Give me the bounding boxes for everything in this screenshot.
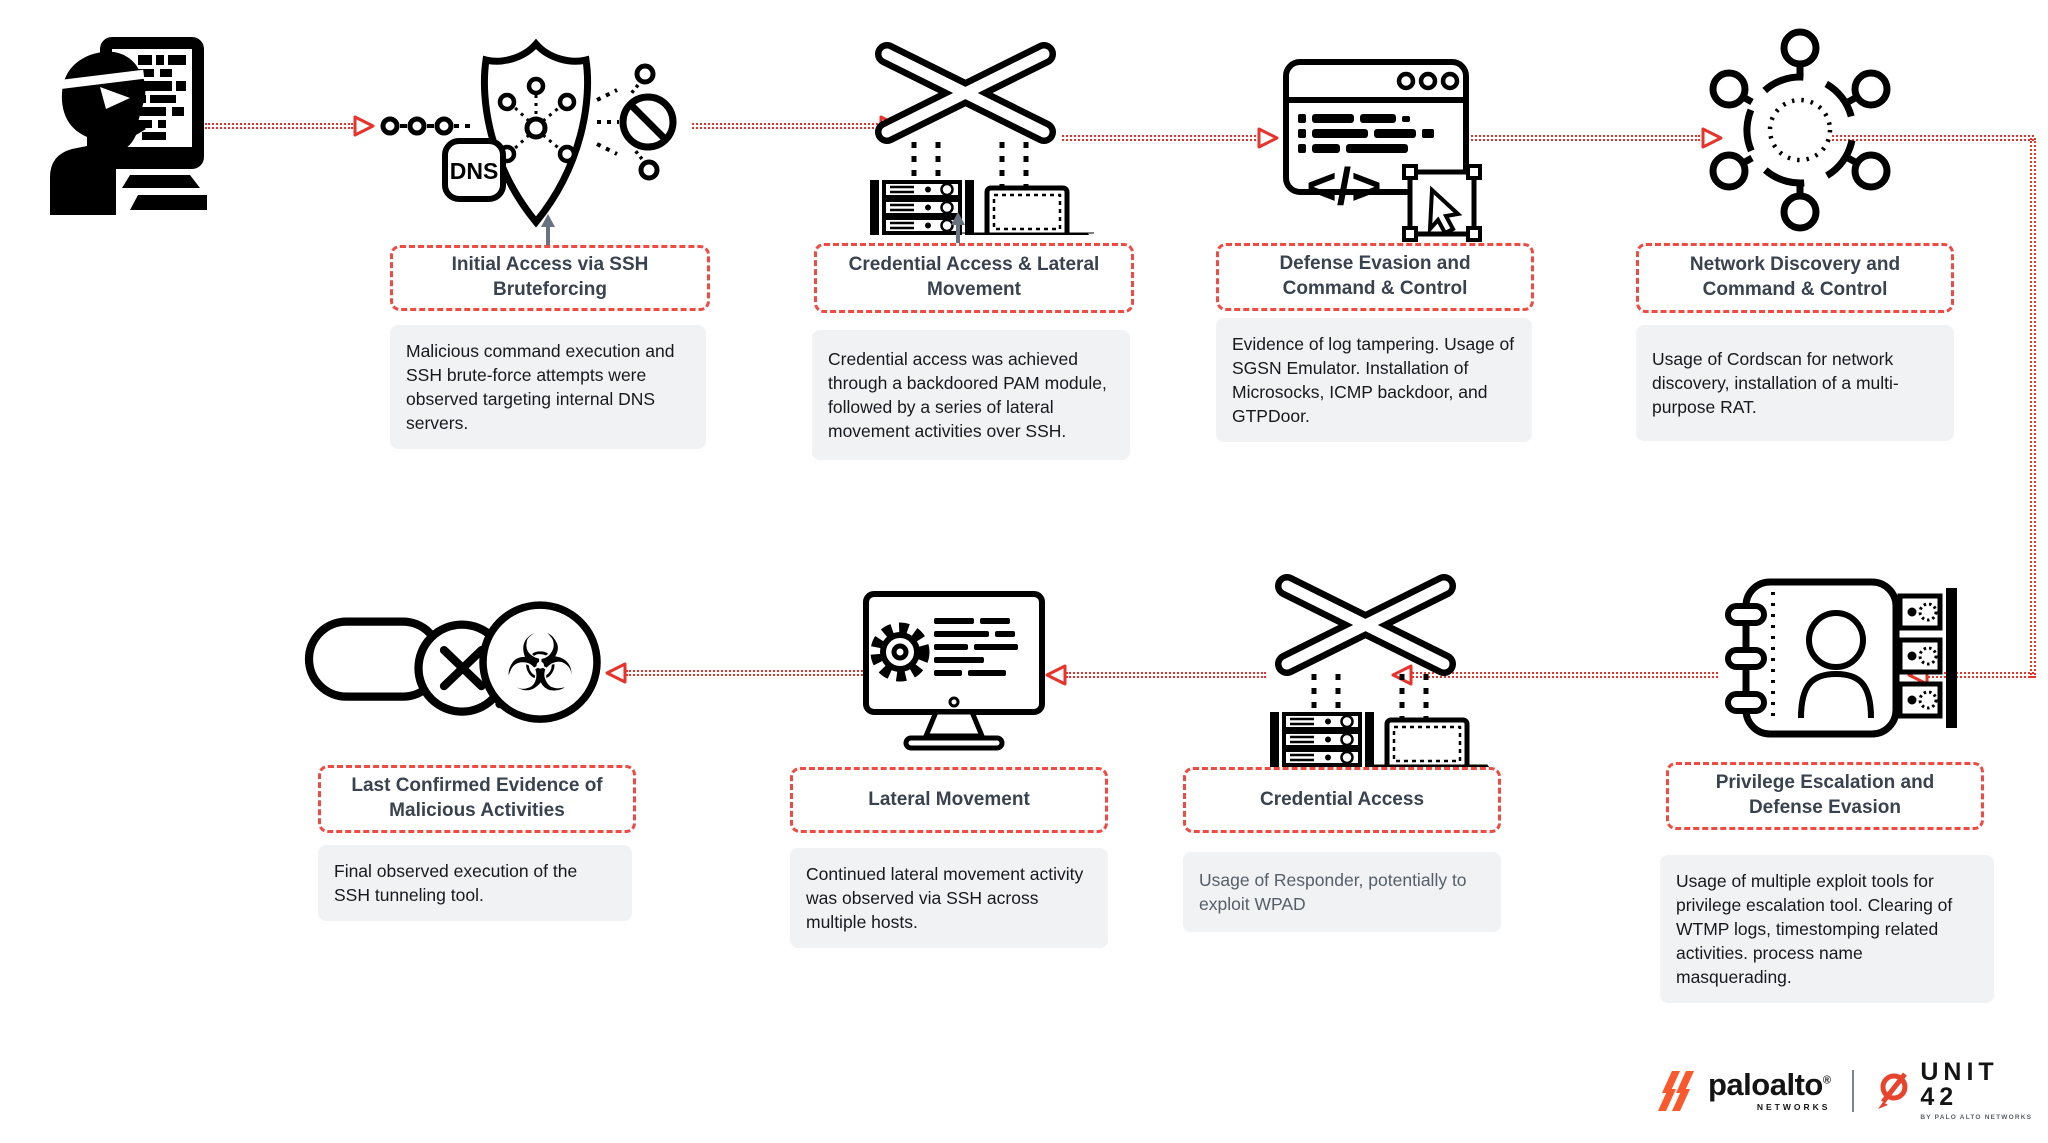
shield-dns-blocked-icon — [285, 38, 715, 230]
stage-title-privilege-escalation: Privilege Escalation and Defense Evasion — [1666, 762, 1984, 830]
broken-chain-biohazard-icon — [303, 593, 603, 732]
registered-mark: ® — [1822, 1074, 1831, 1087]
arrowhead-left-icon — [604, 661, 628, 685]
stage-description-credential-lateral: Credential access was achieved through a backdoored PAM module, followed by a series of lateral movement activities over SSH. — [812, 330, 1130, 460]
unit42-logo — [1876, 1060, 2048, 1121]
stage-description-lateral-movement: Continued lateral movement activity was observed via SSH across multiple hosts. — [790, 848, 1108, 948]
network-hub-icon — [1700, 28, 1900, 233]
footer-logos — [1652, 1060, 2048, 1121]
address-book-servers-icon — [1718, 578, 1963, 738]
credential-access-x-servers-icon — [1262, 572, 1507, 767]
flow-line-right-edge-vertical — [2030, 138, 2036, 678]
stage-title-network-discovery-c2: Network Discovery and Command & Control — [1636, 243, 1954, 313]
stage-title-credential-access: Credential Access — [1183, 767, 1501, 833]
code-window-c2-icon — [1282, 52, 1497, 242]
stage-title-defense-evasion-c2: Defense Evasion and Command & Control — [1216, 243, 1534, 311]
unit42-mark-icon — [1876, 1072, 1910, 1110]
stage-description-network-discovery-c2: Usage of Cordscan for network discovery, installation of a multi-purpose RAT. — [1636, 325, 1954, 441]
stage-title-lateral-movement: Lateral Movement — [790, 767, 1108, 833]
stage-title-last-confirmed: Last Confirmed Evidence of Malicious Activities — [318, 765, 636, 833]
lateral-movement-x-servers-icon — [862, 40, 1107, 235]
monitor-gear-icon — [862, 590, 1047, 755]
unit42-wordmark: UNIT 42 — [1920, 1058, 1999, 1111]
logo-divider — [1852, 1070, 1854, 1112]
paloalto-networks-label: NETWORKS — [1756, 1102, 1831, 1112]
paloalto-networks-logo — [1652, 1067, 1830, 1115]
stage-description-initial-access: Malicious command execution and SSH brute-force attempts were observed targeting internal DNS servers. — [390, 325, 706, 449]
paloalto-mark-icon — [1652, 1067, 1700, 1115]
arrowhead-left-icon — [1044, 663, 1068, 687]
stage-description-last-confirmed: Final observed execution of the SSH tunneling tool. — [318, 845, 632, 921]
stage-title-initial-access: Initial Access via SSH Bruteforcing — [390, 245, 710, 311]
biohazard-glyph: ☣ — [504, 619, 576, 708]
attacker-hacker-icon — [42, 25, 207, 215]
flow-line-lateral-to-last-confirmed — [626, 670, 866, 676]
flow-line-credential-access-to-lateral — [1066, 672, 1266, 678]
flow-line-initial-to-credential — [692, 123, 878, 129]
stage-description-credential-access: Usage of Responder, potentially to exploit WPAD — [1183, 852, 1501, 932]
unit42-byline: BY PALO ALTO NETWORKS — [1920, 1114, 2033, 1121]
stage-title-credential-lateral: Credential Access & Lateral Movement — [814, 243, 1134, 313]
code-glyph: </> — [1306, 158, 1382, 216]
paloalto-wordmark: paloalto® — [1708, 1067, 1831, 1102]
stage-description-defense-evasion-c2: Evidence of log tampering. Usage of SGSN Emulator. Installation of Microsocks, ICMP backdoor, and GTPDoor. — [1216, 318, 1532, 442]
arrowhead-right-icon — [1256, 126, 1280, 150]
stage-description-privilege-escalation: Usage of multiple exploit tools for privilege escalation tool. Clearing of WTMP logs, timestomping related activities. process name masquerading. — [1660, 855, 1994, 1003]
dns-label: DNS — [449, 158, 499, 184]
